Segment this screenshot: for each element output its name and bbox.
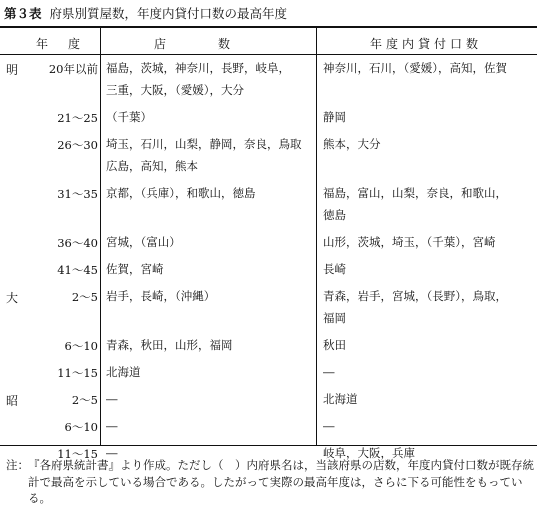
shops-cell: 佐賀，宮崎 <box>106 262 164 276</box>
top-rule <box>0 26 537 28</box>
loans-cell: ― <box>323 365 335 379</box>
period-cell: 41～45 <box>57 263 98 277</box>
shops-cell: （千葉） <box>106 110 152 124</box>
column-divider-1 <box>100 26 101 446</box>
footnote-label: 注： <box>6 458 29 472</box>
shops-cell: 岩手，長崎，（沖縄） <box>106 289 216 303</box>
header-shops: 店 数 <box>154 37 235 51</box>
period-cell: 6～10 <box>64 420 98 434</box>
era-label: 明 <box>6 63 19 77</box>
period-cell: 6～10 <box>64 339 98 353</box>
footnote-text: 『各府県統計書』より作成。ただし（ ）内府県名は，当該府県の店数，年度内貸付口数が既存統計で最高を示している場合である。したがって実際の最高年度は，さらに下る可能性をもっている。 <box>28 458 534 505</box>
shops-cell: 宮城，（富山） <box>106 235 181 249</box>
loans-cell: 徳島 <box>323 208 346 222</box>
loans-cell: 長崎 <box>323 262 346 276</box>
era-label: 昭 <box>6 394 19 408</box>
shops-cell: ― <box>106 419 118 433</box>
loans-cell: 岐阜，大阪，兵庫 <box>323 446 415 460</box>
shops-cell: 福島，茨城，神奈川，長野，岐阜， <box>106 61 290 75</box>
loans-cell: 熊本，大分 <box>323 137 381 151</box>
table-title <box>4 4 287 22</box>
loans-cell: 福岡 <box>323 311 346 325</box>
header-year: 年 度 <box>36 37 85 51</box>
loans-cell: 静岡 <box>323 110 346 124</box>
period-cell: 2～5 <box>71 290 98 304</box>
header-rule <box>0 54 537 55</box>
loans-cell: 神奈川，石川，（愛媛），高知，佐賀 <box>323 61 507 75</box>
shops-cell: 京都，（兵庫），和歌山，徳島 <box>106 186 256 200</box>
header-loans: 年度内貸付口数 <box>370 37 483 51</box>
shops-cell: ― <box>106 392 118 406</box>
table-caption: 府県別質屋数，年度内貸付口数の最高年度 <box>49 6 288 21</box>
period-cell: 11～15 <box>57 447 98 461</box>
loans-cell: ― <box>323 419 335 433</box>
loans-cell: 秋田 <box>323 338 346 352</box>
era-label: 大 <box>6 291 19 305</box>
period-cell: 21～25 <box>57 111 98 125</box>
loans-cell: 北海道 <box>323 392 358 406</box>
shops-cell: 三重，大阪，（愛媛），大分 <box>106 83 244 97</box>
loans-cell: 山形，茨城，埼玉，（千葉），宮崎 <box>323 235 496 249</box>
period-cell: 2～5 <box>71 393 98 407</box>
footnote <box>6 457 534 507</box>
period-cell: 11～15 <box>57 366 98 380</box>
shops-cell: 埼玉，石川，山梨，静岡，奈良，鳥取 <box>106 137 302 151</box>
shops-cell: 北海道 <box>106 365 141 379</box>
loans-cell: 福島，富山，山梨，奈良，和歌山， <box>323 186 507 200</box>
shops-cell: ― <box>106 446 118 460</box>
shops-cell: 広島，高知，熊本 <box>106 159 198 173</box>
period-cell: 26～30 <box>57 138 98 152</box>
loans-cell: 青森，岩手，宮城，（長野），鳥取， <box>323 289 507 303</box>
period-cell: 20年以前 <box>48 62 98 76</box>
shops-cell: 青森，秋田，山形，福岡 <box>106 338 233 352</box>
column-divider-2 <box>316 26 317 446</box>
period-cell: 31～35 <box>57 187 98 201</box>
period-cell: 36～40 <box>57 236 98 250</box>
table-number: 第３表 <box>4 6 42 21</box>
